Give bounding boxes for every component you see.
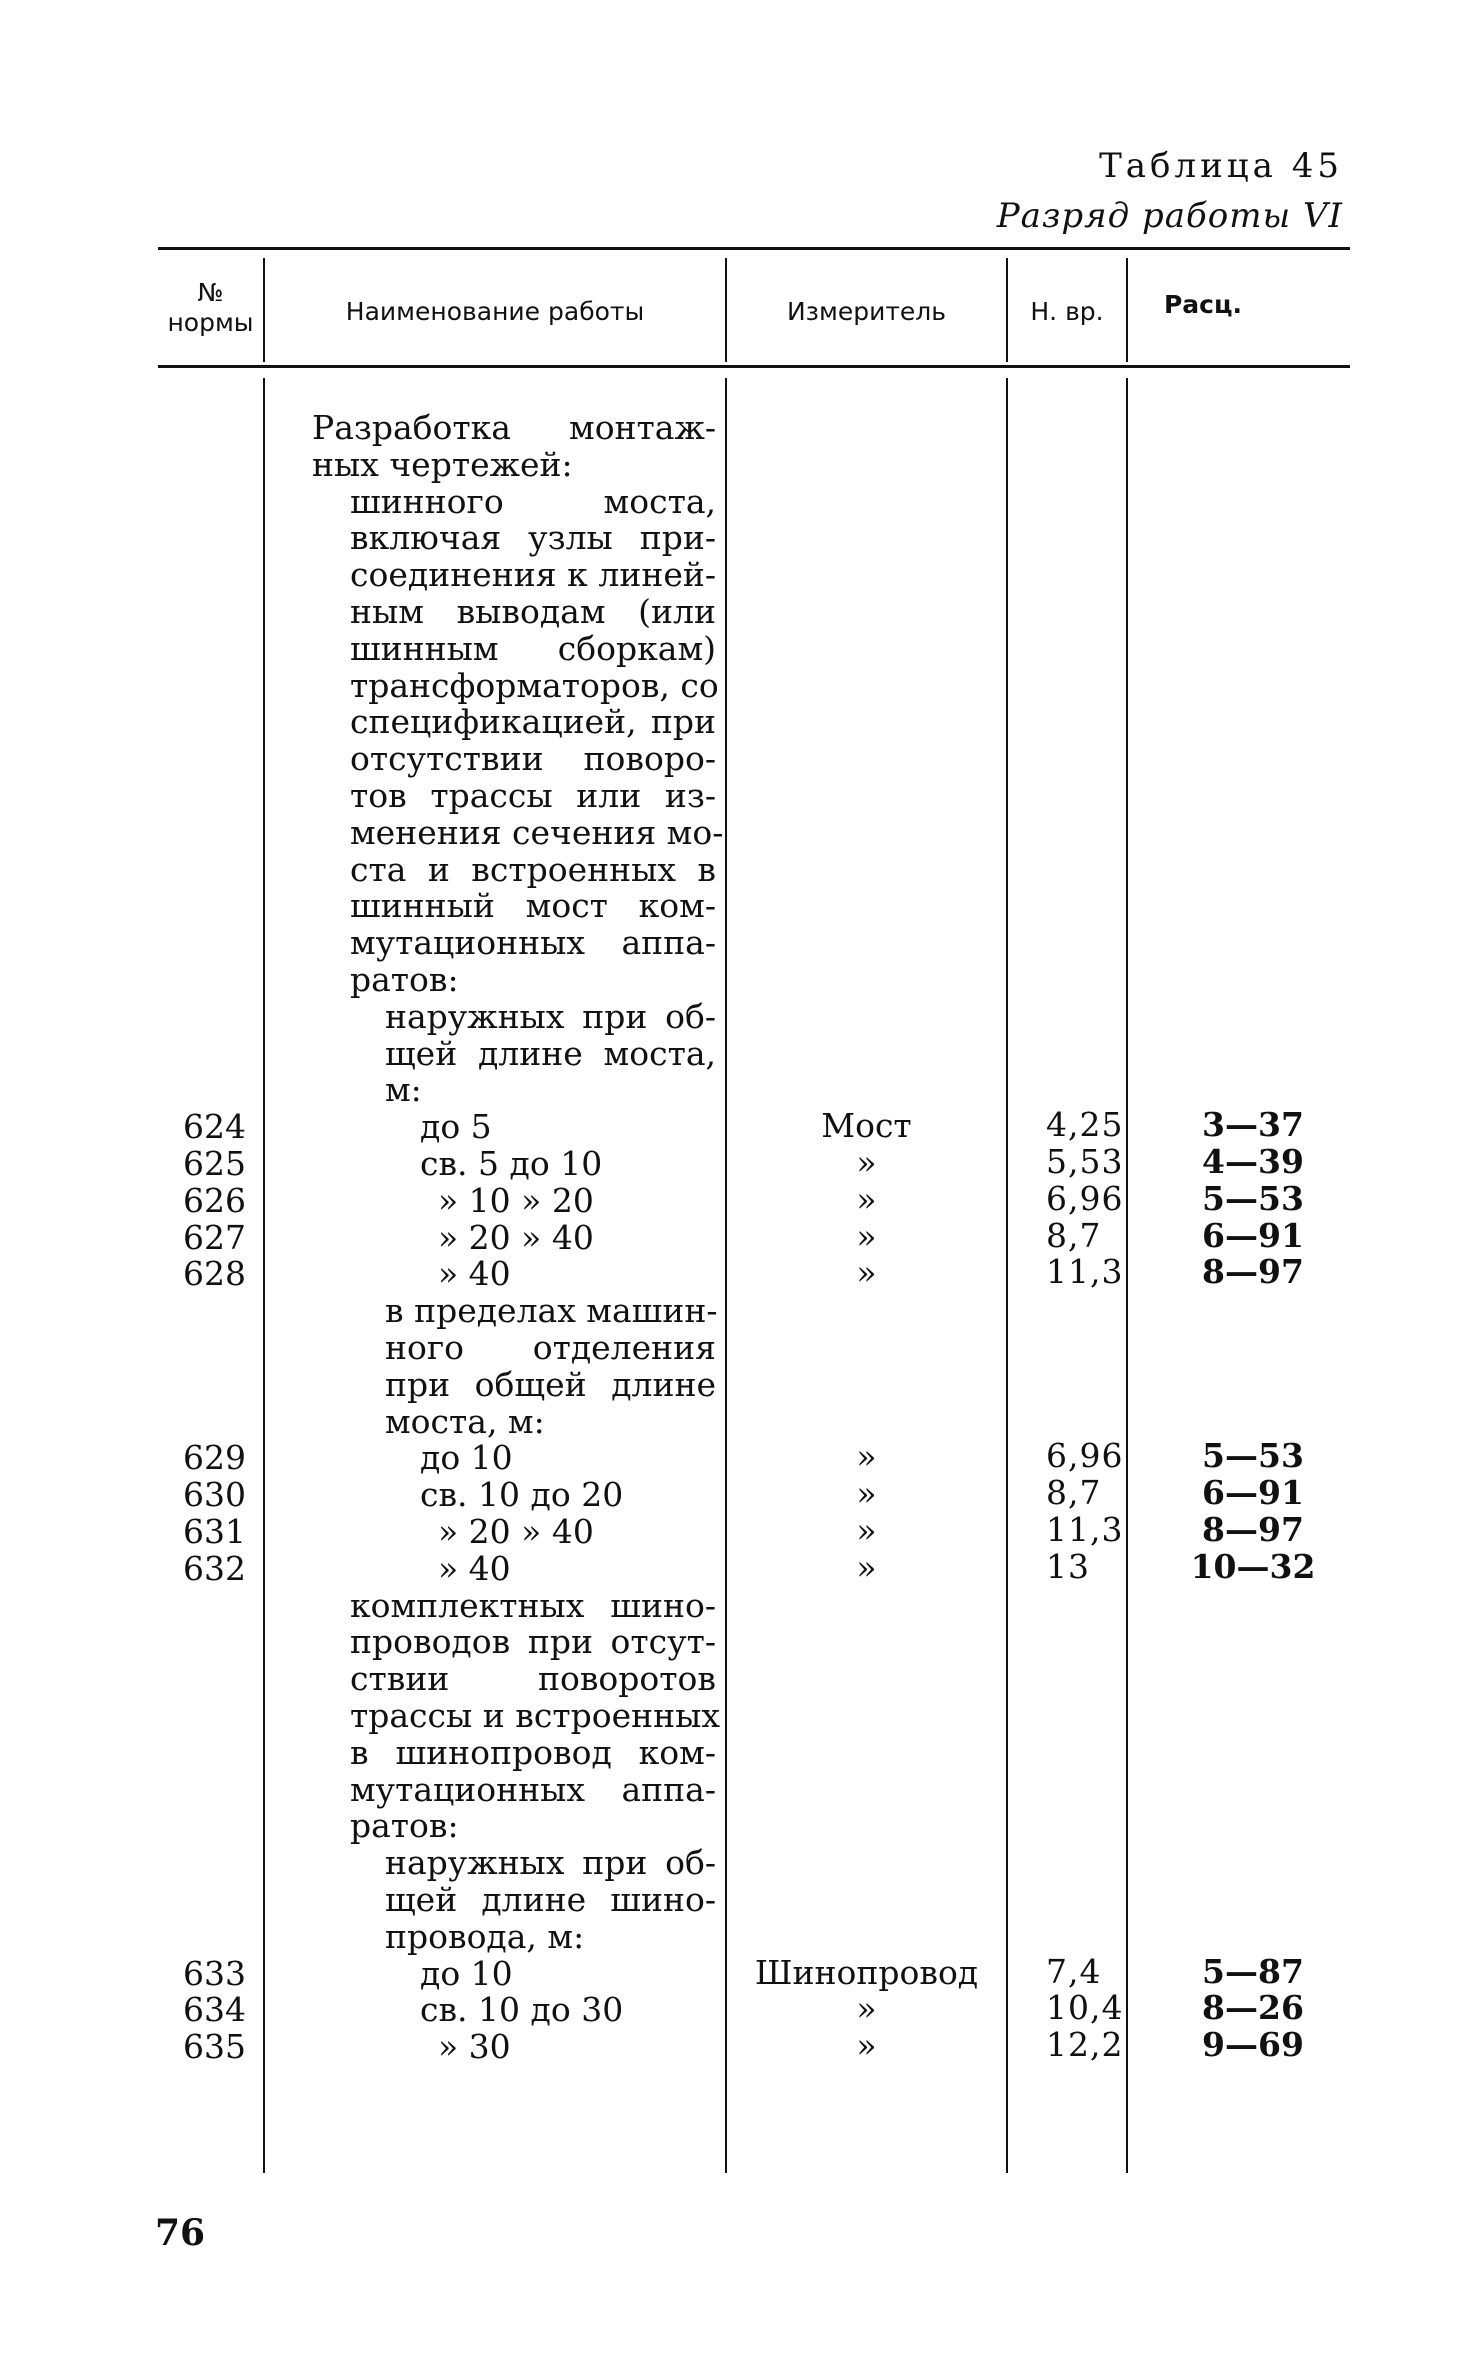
description-line: щей длине моста, [385, 1033, 716, 1073]
time-norm: 13 [1046, 1546, 1090, 1586]
description-line: моста, м: [385, 1401, 545, 1441]
time-norm: 10,4 [1046, 1988, 1124, 2028]
work-category: Разряд работы VI [996, 196, 1343, 236]
description-line: наружных при об- [385, 1843, 716, 1883]
measure-unit: » [856, 1143, 877, 1182]
time-norm: 6,96 [1046, 1436, 1124, 1476]
page-number: 76 [155, 2212, 206, 2254]
rate-value: 10—32 [1190, 1546, 1316, 1586]
column-header-time: Н. вр. [1030, 297, 1104, 326]
time-norm: 11,3 [1046, 1510, 1124, 1549]
description-line: шинным сборкам) [350, 628, 716, 668]
measure-unit: » [856, 1437, 877, 1477]
description-line: соединения к линей- [350, 555, 716, 595]
description-line: ного отделения [385, 1328, 716, 1367]
description-line: наружных при об- [385, 996, 716, 1036]
rate-value: 9—69 [1202, 2025, 1304, 2065]
measure-unit: Шинопровод [754, 1952, 979, 1992]
column-header-measure: Измеритель [786, 297, 946, 326]
description-line: » 40 [438, 1254, 511, 1294]
description-line: шинного моста, [350, 481, 716, 521]
column-divider-body-3 [1006, 378, 1008, 2173]
description-line: тов трассы или из- [350, 776, 716, 815]
table-title: Таблица 45 [1099, 146, 1343, 186]
description-line: до 10 [420, 1438, 513, 1478]
measure-unit: » [856, 2026, 877, 2066]
rate-value: 6—91 [1202, 1215, 1304, 1255]
description-line: Разработка монтаж- [312, 408, 716, 447]
time-norm: 11,3 [1046, 1252, 1124, 1292]
time-norm: 12,2 [1046, 2025, 1124, 2065]
rate-value: 5—53 [1202, 1178, 1304, 1218]
description-line: мутационных аппа- [350, 923, 716, 963]
description-line: в шинопровод ком- [350, 1732, 716, 1772]
column-header-name: Наименование работы [345, 297, 645, 326]
time-norm: 7,4 [1046, 1951, 1102, 1991]
description-line: отсутствии поворо- [350, 739, 716, 779]
norm-number: 627 [183, 1217, 246, 1257]
description-line: комплектных шино- [350, 1585, 716, 1625]
description-line: » 20 » 40 [438, 1217, 594, 1257]
description-line: » 10 » 20 [438, 1180, 594, 1220]
description-line: включая узлы при- [350, 518, 716, 558]
norm-number: 631 [183, 1512, 246, 1551]
description-line: ных чертежей: [312, 444, 573, 484]
time-norm: 4,25 [1046, 1105, 1124, 1145]
measure-unit: Мост [821, 1106, 912, 1146]
measure-unit: » [856, 1474, 877, 1514]
norm-number: 628 [183, 1254, 246, 1294]
description-line: проводов при отсут- [350, 1622, 716, 1662]
header-bottom-rule [158, 365, 1350, 368]
description-line: ста и встроенных в [350, 849, 716, 889]
rate-value: 8—97 [1202, 1252, 1304, 1292]
rate-value: 3—37 [1202, 1105, 1304, 1145]
measure-unit: » [856, 1547, 877, 1587]
description-line: » 20 » 40 [438, 1512, 594, 1551]
measure-unit: » [856, 1511, 877, 1550]
measure-unit: » [856, 1179, 877, 1219]
norm-number: 629 [183, 1438, 246, 1478]
description-line: св. 10 до 30 [420, 1990, 624, 2030]
rate-value: 6—91 [1202, 1473, 1304, 1513]
rate-value: 8—26 [1202, 1988, 1304, 2028]
rate-value: 8—97 [1202, 1510, 1304, 1549]
measure-unit: » [856, 1253, 877, 1293]
measure-unit: » [856, 1989, 877, 2029]
time-norm: 6,96 [1046, 1178, 1124, 1218]
header-top-rule [158, 247, 1350, 250]
description-line: при общей длине [385, 1364, 716, 1404]
description-line: в пределах машин- [385, 1291, 718, 1331]
column-divider-body-4 [1126, 378, 1128, 2173]
description-line: шинный мост ком- [350, 886, 716, 926]
description-line: ствии поворотов [350, 1659, 716, 1699]
rate-value: 4—39 [1202, 1142, 1304, 1181]
description-line: щей длине шино- [385, 1880, 716, 1919]
column-divider-body-1 [263, 378, 265, 2173]
time-norm: 8,7 [1046, 1215, 1102, 1255]
norm-number: 630 [183, 1475, 246, 1515]
norm-number: 625 [183, 1144, 246, 1183]
rate-value: 5—53 [1202, 1436, 1304, 1476]
norm-number: 633 [183, 1953, 246, 1993]
rate-value: 5—87 [1202, 1951, 1304, 1991]
description-line: » 30 [438, 2027, 511, 2067]
time-norm: 8,7 [1046, 1473, 1102, 1513]
description-line: спецификацией, при [350, 702, 716, 742]
column-header-norm-sign: № [197, 278, 224, 307]
description-line: провода, м: [385, 1916, 585, 1956]
description-line: до 5 [420, 1107, 492, 1147]
norm-number: 635 [183, 2027, 246, 2067]
description-line: св. 10 до 20 [420, 1475, 624, 1515]
description-line: мутационных аппа- [350, 1769, 716, 1809]
description-line: м: [385, 1070, 422, 1110]
measure-unit: » [856, 1216, 877, 1256]
norm-number: 634 [183, 1990, 246, 2030]
description-line: » 40 [438, 1548, 511, 1588]
description-line: св. 5 до 10 [420, 1144, 603, 1183]
description-line: ным выводам (или [350, 592, 716, 631]
description-line: ратов: [350, 1806, 459, 1846]
time-norm: 5,53 [1046, 1142, 1124, 1181]
norm-number: 632 [183, 1548, 246, 1588]
description-line: ратов: [350, 960, 459, 999]
column-header-rate: Расц. [1163, 290, 1243, 319]
norm-number: 626 [183, 1180, 246, 1220]
description-line: трассы и встроенных [350, 1696, 720, 1735]
column-header-norm [158, 278, 263, 338]
description-line: до 10 [420, 1953, 513, 1993]
description-line: менения сечения мо- [350, 812, 724, 852]
column-header-norm-word: нормы [167, 308, 254, 337]
description-line: трансформаторов, со [350, 665, 719, 705]
norm-number: 624 [183, 1107, 246, 1147]
